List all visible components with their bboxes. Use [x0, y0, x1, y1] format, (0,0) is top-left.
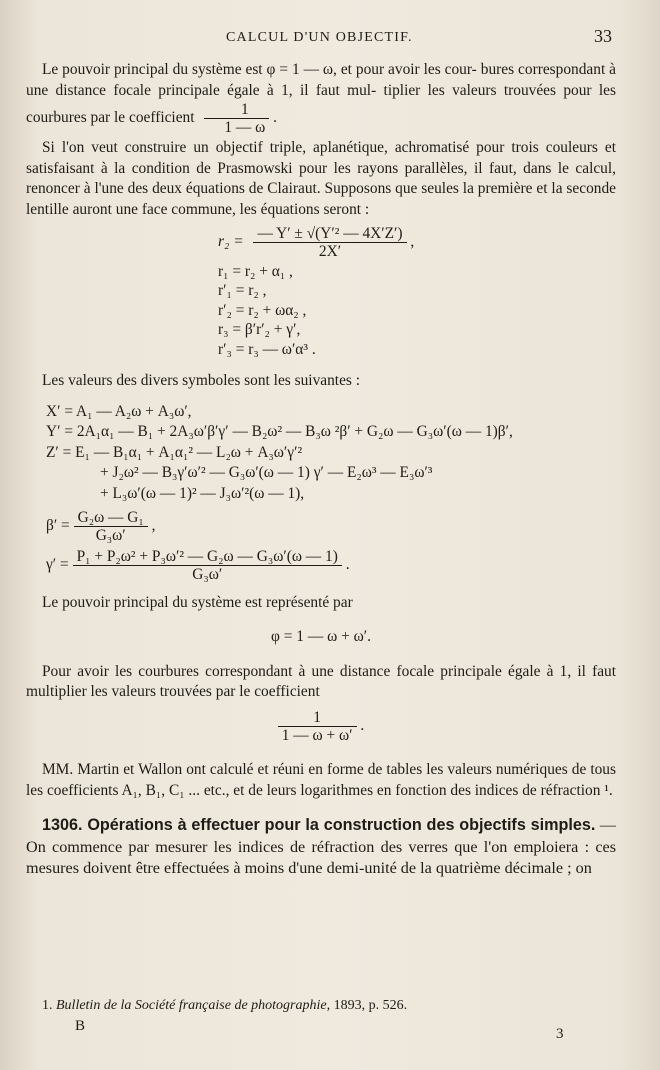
eq-gamma-lhs: γ′ = [46, 555, 69, 573]
para1-line2: bures correspondant à une distance focale principale égale à 1, il faut mul- [26, 61, 616, 99]
eq-r2-lhs: r₂ = [218, 232, 244, 250]
para1-line1: Le pouvoir principal du système est φ = 1 — ω, et pour avoir les cour- [42, 61, 477, 78]
symbol-line: Y′ = 2A₁α₁ — B₁ + 2A₃ω′β′γ′ — B₂ω² — B₃ω ²β′ + G₂ω — G₃ω′(ω — 1)β′, [46, 423, 513, 441]
eq-coef-end: . [360, 717, 365, 735]
page-number: 33 [594, 26, 612, 46]
paragraph-6: MM. Martin et Wallon ont calculé et réuni en forme de tables les valeurs numériques de tous les coefficients A₁, B₁, C₁ ... etc., et de leurs logarithmes en fonction des indices de réfraction ¹. [26, 761, 616, 799]
equation-list [218, 262, 616, 360]
footnote-mark: 1. [42, 998, 53, 1013]
equation-coefficient [26, 709, 616, 744]
paragraph-4: Le pouvoir principal du système est représenté par [42, 593, 353, 611]
eq-beta-fraction [74, 509, 148, 544]
para1-line3: tiplier les valeurs trouvées pour les courbures par le coefficient [26, 81, 616, 127]
eq-r2-numerator: — Y′ ± √(Y′² — 4X′Z′) [253, 225, 406, 243]
eq-gamma-fraction [73, 548, 342, 583]
equation-line: r′₂ = r₂ + ωα₂ , [218, 301, 307, 319]
eq-coef-fraction [278, 709, 357, 744]
eq-beta-numerator: G₂ω — G₁ [74, 509, 148, 527]
equation-beta [46, 509, 616, 544]
eq-beta-end: , [151, 516, 156, 534]
eq-r2-end: , [410, 232, 415, 250]
para1-end: . [273, 109, 278, 127]
eq-gamma-numerator: P₁ + P₂ω² + P₃ω′² — G₂ω — G₃ω′(ω — 1) [73, 548, 342, 566]
symbol-line: + L₃ω′(ω — 1)² — J₃ω′²(ω — 1), [100, 485, 305, 503]
footnote [42, 998, 407, 1014]
section-text: — On commence par mesurer les indices de réfraction des verres que l'on emploiera : ces mesures doivent être effectuées à moins d'une demi-unité de la quatrième décimale ; on [26, 816, 616, 878]
equation-line: r′₁ = r₂ , [218, 282, 267, 300]
eq-gamma-end: . [345, 555, 350, 573]
section-heading: 1306. Opérations à effectuer pour la construction des objectifs simples. [42, 816, 596, 835]
header-title: CALCUL D'UN OBJECTIF. [226, 30, 413, 45]
eq-beta-lhs: β′ = [46, 516, 70, 534]
fraction-numerator: 1 [204, 101, 269, 119]
paragraph-1 [26, 60, 616, 136]
equation-line: r₃ = β′r′₂ + γ′, [218, 321, 301, 339]
paragraph-5: Pour avoir les courbures correspondant à une distance focale principale égale à 1, il faut multiplier les valeurs trouvées par le coefficient [26, 662, 616, 701]
equation-line: r₁ = r₂ + α₁ , [218, 262, 293, 280]
eq-coef-numerator: 1 [278, 709, 357, 727]
symbol-line: Z′ = E₁ — B₁α₁ + A₁α₁² — L₂ω + A₃ω′γ′² [46, 443, 303, 461]
page-body [26, 60, 616, 880]
footnote-rest: 1893, p. 526. [330, 998, 408, 1013]
equation-gamma [46, 548, 616, 583]
paragraph-3: Les valeurs des divers symboles sont les suivantes : [42, 372, 361, 390]
eq-gamma-denominator: G₃ω′ [192, 565, 223, 583]
eq-coef-denominator: 1 — ω + ω′ [281, 727, 353, 744]
symbol-line: + J₂ω² — B₃γ′ω′² — G₃ω′(ω — 1) γ′ — E₂ω³ — E₃ω′³ [100, 464, 433, 482]
signature-letter: B [75, 1018, 86, 1034]
symbol-definitions [46, 402, 616, 505]
footnote-italic: Bulletin de la Société française de photographie, [56, 998, 331, 1013]
section-1306 [26, 815, 616, 880]
equation-phi: φ = 1 — ω + ω′. [271, 628, 371, 646]
coefficient-fraction [204, 101, 269, 136]
running-header [0, 26, 660, 52]
eq-beta-denominator: G₃ω′ [95, 526, 126, 544]
eq-r2-fraction [253, 225, 406, 260]
paragraph-2: Si l'on veut construire un objectif triple, aplanétique, achromatisé pour trois couleurs et satisfaisant à la condition de Prasmowski pour les rayons parallèles, il faut, dans le calcul, renoncer à l'une des deux équations de Clairaut. Supposons que seules la première et la seconde lentille auront une face commune, les équations seront : [26, 139, 616, 218]
fraction-denominator: 1 — ω [224, 119, 266, 137]
equation-line: r′₃ = r₃ — ω′α³ . [218, 340, 316, 358]
equation-r2 [218, 225, 616, 260]
symbol-line: X′ = A₁ — A₂ω + A₃ω′, [46, 402, 192, 420]
eq-r2-denominator: 2X′ [318, 242, 342, 260]
signature-number: 3 [556, 1026, 564, 1042]
